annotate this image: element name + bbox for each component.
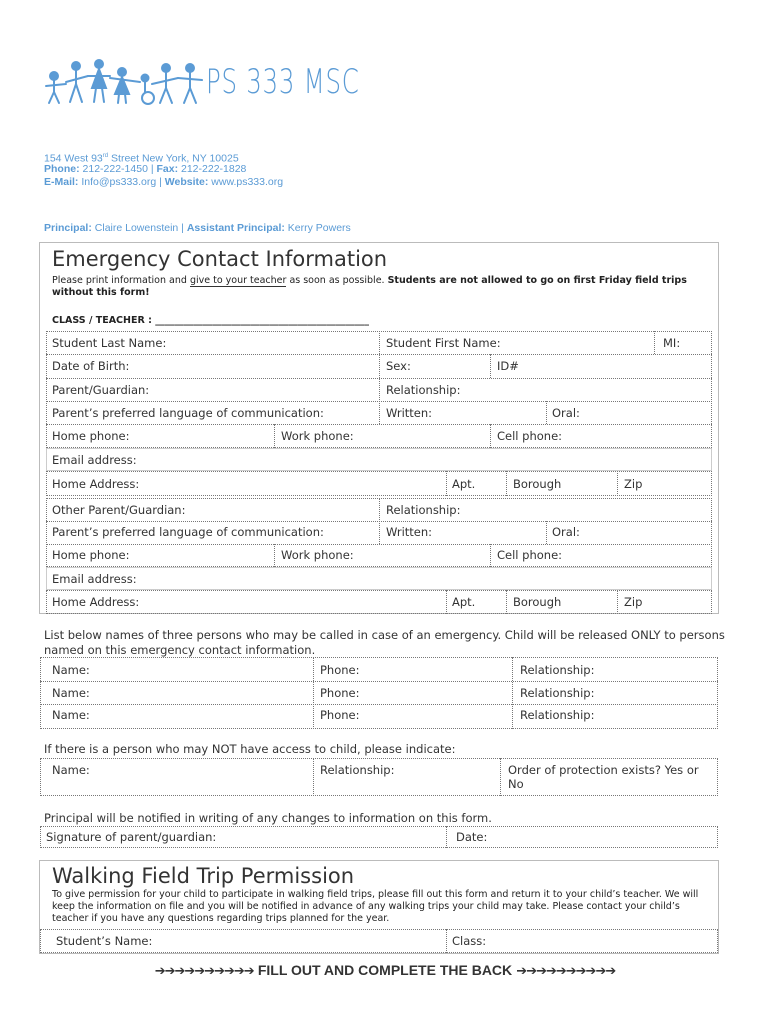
restricted-name[interactable]: Name: [52,763,90,777]
person-3-name[interactable]: Name: [52,708,90,722]
other-parent-field[interactable]: Other Parent/Guardian: [52,503,186,517]
school-name: PS 333 MSC [206,62,360,102]
person-3-relationship[interactable]: Relationship: [520,708,595,722]
written-field[interactable]: Written: [386,406,433,420]
email-link[interactable]: Info@ps333.org [81,176,157,188]
school-web: E-Mail: Info@ps333.org | Website: www.ps333.org [44,176,284,188]
other-apt-field[interactable]: Apt. [452,595,476,609]
id-field[interactable]: ID# [497,359,519,373]
footer-instruction: ➔➔➔➔➔➔➔➔➔➔ FILL OUT AND COMPLETE THE BACK ➔➔➔➔➔➔➔➔➔➔ [154,962,616,979]
email-address-field[interactable]: Email address: [52,453,137,467]
preferred-language-field[interactable]: Parent’s preferred language of communication: [52,406,324,420]
other-home-address-field[interactable]: Home Address: [52,595,140,609]
parent-guardian-field[interactable]: Parent/Guardian: [52,383,150,397]
home-address-row [46,471,712,496]
walking-title: Walking Field Trip Permission [52,864,355,888]
persons-intro: List below names of three persons who may be called in case of an emergency. Child will be released ONLY to persons named on this emergency contact information. [44,628,725,657]
other-email-address-field[interactable]: Email address: [52,572,137,586]
walking-text: To give permission for your child to participate in walking field trips, please fill out this form and return it to your child’s teacher. We will keep the information on file and you will be notified in advance of any walking trips your child may take. Please contact your child’s teacher if you have any questions regarding trips planned for the year. [52,889,699,924]
person-2-name[interactable]: Name: [52,686,90,700]
school-phone: Phone: 212-222-1450 | Fax: 212-222-1828 [44,163,247,175]
person-3-phone[interactable]: Phone: [320,708,360,722]
other-oral-field[interactable]: Oral: [552,525,580,539]
work-phone-field[interactable]: Work phone: [281,429,354,443]
emergency-title: Emergency Contact Information [52,247,388,271]
borough-field[interactable]: Borough [513,477,562,491]
oral-field[interactable]: Oral: [552,406,580,420]
student-first-name-field[interactable]: Student First Name: [386,336,501,350]
other-written-field[interactable]: Written: [386,525,433,539]
other-preferred-language-field[interactable]: Parent’s preferred language of communication: [52,525,324,539]
cell-phone-field[interactable]: Cell phone: [497,429,563,443]
person-1-phone[interactable]: Phone: [320,663,360,677]
other-zip-field[interactable]: Zip [624,595,643,609]
restricted-intro: If there is a person who may NOT have access to child, please indicate: [44,742,456,756]
home-phone-field[interactable]: Home phone: [52,429,130,443]
signature-field[interactable]: Signature of parent/guardian: [46,830,217,844]
email-row [46,448,712,471]
other-relationship-field[interactable]: Relationship: [386,503,461,517]
principal-line: Principal: Claire Lowenstein | Assistant Principal: Kerry Powers [44,222,351,234]
school-logo [44,58,204,108]
class-teacher-line: CLASS / TEACHER : _____________________________________________ [52,315,369,326]
relationship-field[interactable]: Relationship: [386,383,461,397]
other-email-row [46,567,712,590]
apt-field[interactable]: Apt. [452,477,476,491]
home-address-field[interactable]: Home Address: [52,477,140,491]
class-teacher-blank[interactable]: _____________________________________________ [155,315,369,326]
zip-field[interactable]: Zip [624,477,643,491]
school-address: 154 West 93rd Street New York, NY 10025 [44,152,239,165]
dob-field[interactable]: Date of Birth: [52,359,130,373]
student-last-name-field[interactable]: Student Last Name: [52,336,167,350]
person-2-phone[interactable]: Phone: [320,686,360,700]
other-borough-field[interactable]: Borough [513,595,562,609]
class-field[interactable]: Class: [452,934,487,948]
other-cell-phone-field[interactable]: Cell phone: [497,548,563,562]
date-field[interactable]: Date: [456,830,488,844]
other-home-phone-field[interactable]: Home phone: [52,548,130,562]
person-2-relationship[interactable]: Relationship: [520,686,595,700]
order-of-protection[interactable]: Order of protection exists? Yes or No [508,763,699,791]
principal-notice: Principal will be notified in writing of any changes to information on this form. [44,811,492,825]
website-link[interactable]: www.ps333.org [211,176,284,188]
arrow-right-icon: ➔➔➔➔➔➔➔➔➔➔ [154,964,254,979]
emergency-intro: Please print information and give to your teacher as soon as possible. Students are not allowed to go on first Friday field trips without this form! [52,275,687,298]
mi-field[interactable]: MI: [663,336,681,350]
student-name-field[interactable]: Student’s Name: [56,934,153,948]
sex-field[interactable]: Sex: [386,359,411,373]
restricted-relationship[interactable]: Relationship: [320,763,395,777]
person-1-name[interactable]: Name: [52,663,90,677]
arrow-right-icon: ➔➔➔➔➔➔➔➔➔➔ [516,964,616,979]
other-home-address-row [46,590,712,614]
person-1-relationship[interactable]: Relationship: [520,663,595,677]
emergency-persons-table [40,657,718,729]
other-work-phone-field[interactable]: Work phone: [281,548,354,562]
